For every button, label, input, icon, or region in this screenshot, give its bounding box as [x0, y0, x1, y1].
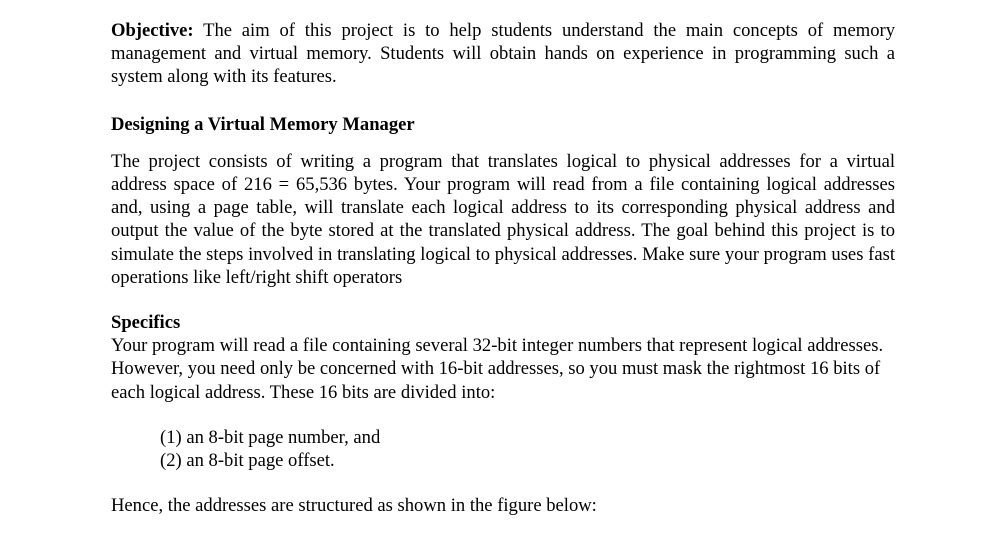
list-item: (2) an 8-bit page offset. [160, 450, 335, 472]
address-parts-list [111, 426, 895, 472]
specifics-heading: Specifics [111, 312, 181, 334]
objective-paragraph [111, 19, 895, 89]
design-body: The project consists of writing a program that translates logical to physical addresses for a virtual address space of 216 = 65,536 bytes. Your program will read from a file containing logical addresses and, using a page table, will translate each logical address to its corresponding physical address and output the value of the byte stored at the translated physical address. The goal behind this project is to simulate the steps involved in translating logical to physical addresses. Make sure your program uses fast operations like left/right shift operators [111, 150, 895, 288]
objective-text: The aim of this project is to help students understand the main concepts of memory management and virtual memory. Students will obtain hands on experience in programming such a system along with its features. [111, 20, 895, 88]
document-page [111, 19, 895, 517]
closing-sentence: Hence, the addresses are structured as shown in the figure below: [111, 495, 597, 517]
design-heading: Designing a Virtual Memory Manager [111, 113, 415, 135]
objective-label: Objective: [111, 20, 194, 41]
list-item: (1) an 8-bit page number, and [160, 426, 381, 448]
specifics-body: Your program will read a file containing several 32-bit integer numbers that represent logical addresses. However, you need only be concerned with 16-bit addresses, so you must mask the rightmost 16 bits of each logical address. These 16 bits are divided into: [111, 335, 884, 403]
